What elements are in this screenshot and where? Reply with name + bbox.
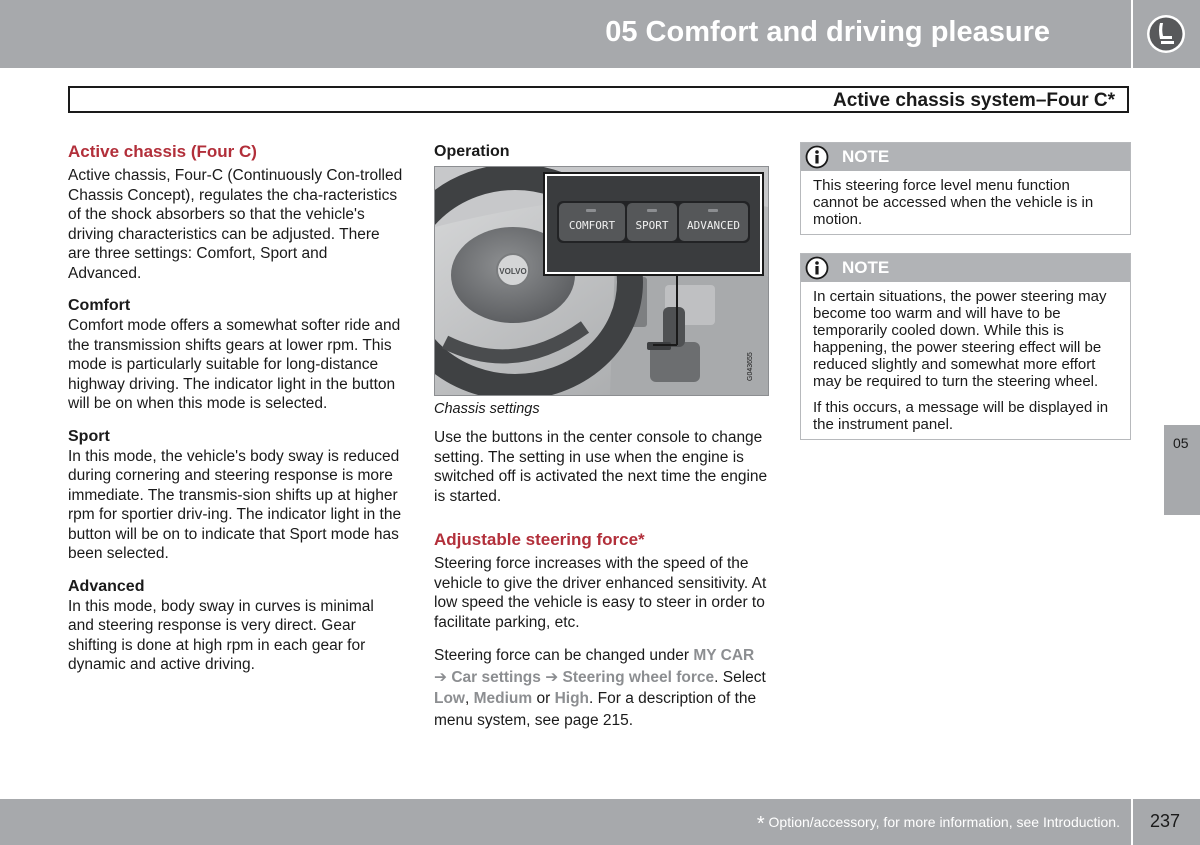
- sport-button-label: SPORT: [635, 219, 669, 232]
- info-icon: [805, 256, 829, 280]
- note-text: In certain situations, the power steering may become too warm and will have to be temporarily cooled down. While this is happening, the power steering effect will be reduced slightly and somewhat more effort may be required to turn the steering wheel.: [813, 288, 1107, 390]
- menu-path-paragraph: Steering force can be changed under MY CAR ➔ Car settings ➔ Steering wheel force. Select Low, Medium or High. For a description of the menu system, see page 215.: [434, 647, 766, 729]
- sport-paragraph: In this mode, the vehicle's body sway is reduced during cornering and steering response is more immediate. The transmis-sion shifts up at higher rpm for sportier driv-ing. The indicator light in the button will be on to indicate that Sport mode has been selected.: [68, 447, 402, 562]
- page-number-box: [1133, 799, 1200, 845]
- note-header: [801, 254, 1130, 282]
- seat-icon: [1146, 14, 1186, 54]
- chapter-side-tab: [1164, 425, 1200, 515]
- active-chassis-heading: Active chassis (Four C): [68, 142, 257, 161]
- menu-steering-wheel-force: Steering wheel force: [562, 668, 715, 686]
- arrow-icon: ➔: [545, 668, 559, 686]
- option-medium: Medium: [473, 690, 533, 707]
- note-label: NOTE: [842, 258, 890, 277]
- figure-caption: Chassis settings: [434, 401, 540, 417]
- note-box-2: [800, 253, 1131, 440]
- chassis-settings-figure: [434, 166, 769, 396]
- arrow-icon: ➔: [434, 668, 447, 686]
- menu-car-settings: Car settings: [451, 668, 541, 686]
- chapter-title: 05 Comfort and driving pleasure: [605, 16, 1050, 48]
- info-icon: [805, 145, 829, 169]
- steering-force-heading: Adjustable steering force*: [434, 530, 645, 549]
- column-left: [68, 142, 403, 688]
- image-code: G043655: [747, 352, 754, 381]
- operation-paragraph: Use the buttons in the center console to change setting. The setting in use when the engine is switched off is activated the next time the engine is started.: [434, 429, 768, 505]
- footer-bar: [0, 799, 1131, 845]
- footer-star: *: [756, 813, 765, 835]
- side-tab-label: 05: [1173, 435, 1189, 451]
- note-text: If this occurs, a message will be displayed in the instrument panel.: [813, 399, 1109, 433]
- advanced-button-label: ADVANCED: [687, 219, 740, 232]
- chapter-header-bar: [0, 0, 1131, 68]
- column-right: [800, 142, 1131, 458]
- comfort-button-label: COMFORT: [568, 219, 616, 232]
- page-number: 237: [1150, 811, 1181, 831]
- section-title-bar: [68, 86, 1129, 113]
- option-low: Low: [434, 690, 465, 707]
- volvo-logo-text: VOLVO: [499, 267, 527, 276]
- comfort-paragraph: Comfort mode offers a somewhat softer ride and the transmission shifts gears at lower rpm. This mode is particularly suitable for long-distance highway driving. The indicator light in the button will be on when this mode is selected.: [68, 317, 401, 412]
- dashboard-illustration: [435, 167, 768, 395]
- section-title: Active chassis system–Four C*: [833, 90, 1115, 111]
- chapter-icon-box: [1133, 0, 1200, 68]
- note-text: This steering force level menu function cannot be accessed when the vehicle is in motion.: [813, 177, 1094, 228]
- advanced-heading: Advanced: [68, 577, 145, 595]
- comfort-heading: Comfort: [68, 297, 131, 314]
- menu-my-car: MY CAR: [693, 647, 755, 664]
- note-box-1: [800, 142, 1131, 235]
- footer-note: * Option/accessory, for more information, see Introduction.: [756, 813, 1120, 835]
- note-label: NOTE: [842, 147, 890, 166]
- option-high: High: [554, 690, 590, 707]
- column-middle: [434, 142, 769, 744]
- advanced-paragraph: In this mode, body sway in curves is minimal and steering response is very direct. Gear shifting is done at high rpm in each gear for dynamic and active driving.: [68, 597, 374, 673]
- operation-heading: Operation: [434, 143, 510, 160]
- note-header: [801, 143, 1130, 171]
- steering-paragraph: Steering force increases with the speed of the vehicle to give the driver enhanced sensitivity. At low speed the vehicle is easy to steer in order to facilitate parking, etc.: [434, 555, 767, 631]
- sport-heading: Sport: [68, 427, 110, 445]
- intro-paragraph: Active chassis, Four-C (Continuously Con-trolled Chassis Concept), regulates the cha-racteristics of the shock absorbers so that the vehicle's driving characteristics can be adjusted. There are three settings: Comfort, Sport and Advanced.: [68, 167, 403, 282]
